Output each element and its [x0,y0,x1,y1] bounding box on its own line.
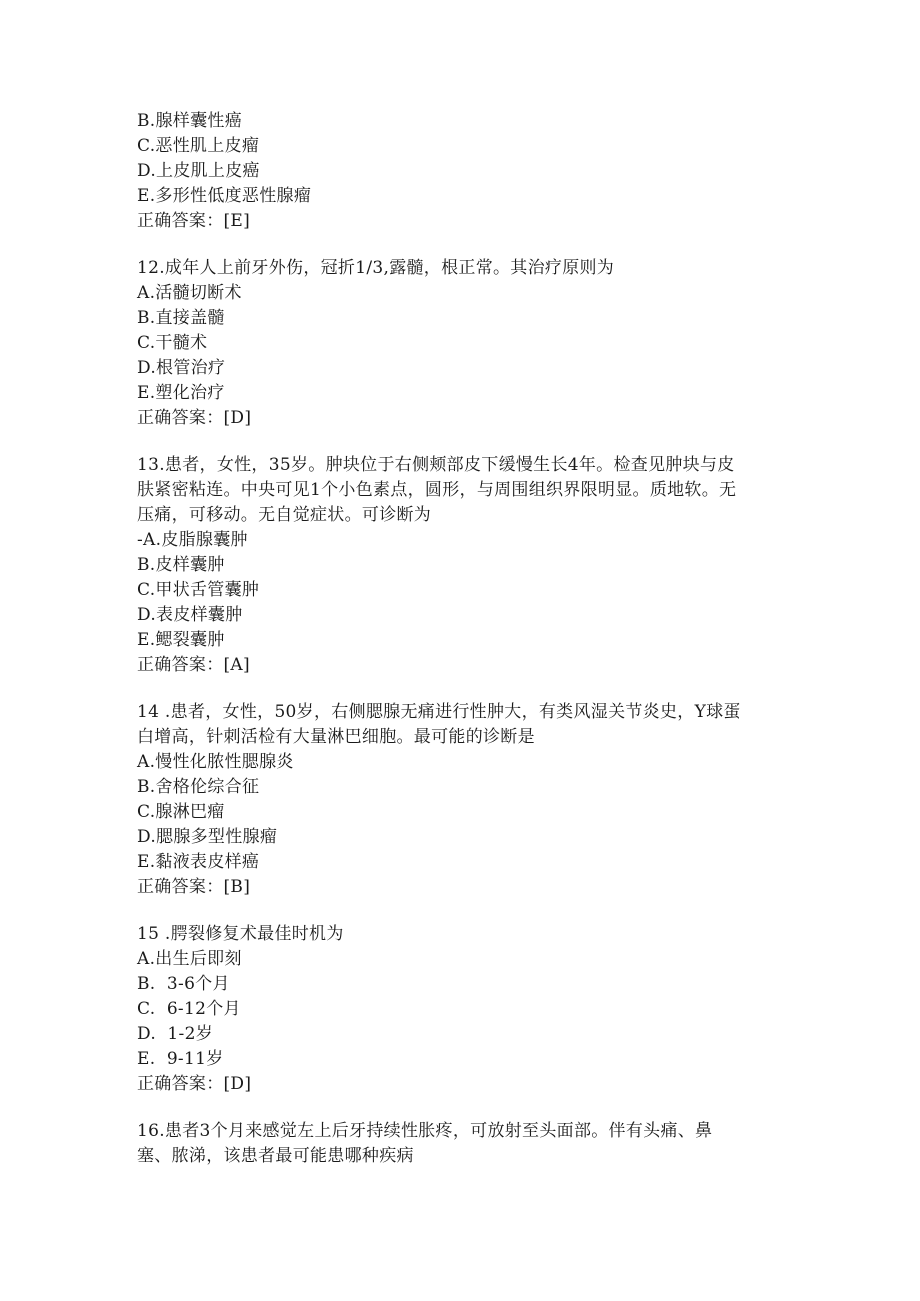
option-a: A.慢性化脓性腮腺炎 [137,752,294,772]
question-13 [137,453,787,678]
answer-line: 正确答案：[D] [137,1074,252,1094]
option-d: D.表皮样囊肿 [137,605,243,625]
question-stem: 13.患者，女性，35岁。肿块位于右侧颊部皮下缓慢生长4年。检查见肿块与皮 [137,455,735,475]
option-c: C.恶性肌上皮瘤 [137,136,260,156]
question-16 [137,1119,787,1169]
option-d: D. 1-2岁 [137,1024,214,1044]
document-page [137,109,787,1169]
answer-line: 正确答案：[A] [137,655,250,675]
question-stem: 肤紧密粘连。中央可见1个小色素点，圆形，与周围组织界限明显。质地软。无 [137,480,737,500]
question-stem: 16.患者3个月来感觉左上后牙持续性胀疼，可放射至头面部。伴有头痛、鼻 [137,1121,713,1141]
option-b: B.腺样囊性癌 [137,111,242,131]
option-d: D.腮腺多型性腺瘤 [137,827,278,847]
option-e: E. 9-11岁 [137,1049,224,1069]
option-e: E.鳃裂囊肿 [137,630,225,650]
question-12 [137,256,787,431]
question-stem: 14 .患者，女性，50岁，右侧腮腺无痛进行性肿大，有类风湿关节炎史，Y球蛋 [137,702,741,722]
option-c: C.甲状舌管囊肿 [137,580,260,600]
answer-line: 正确答案：[E] [137,211,251,231]
option-c: C.腺淋巴瘤 [137,802,225,822]
option-c: C.干髓术 [137,333,208,353]
option-a: -A.皮脂腺囊肿 [137,530,248,550]
question-stem: 15 .腭裂修复术最佳时机为 [137,924,344,944]
option-b: B.直接盖髓 [137,308,225,328]
question-stem: 塞、脓涕，该患者最可能患哪种疾病 [137,1146,414,1166]
option-b: B. 3-6个月 [137,974,230,994]
option-a: A.出生后即刻 [137,949,242,969]
option-a: A.活髓切断术 [137,283,242,303]
option-e: E.多形性低度恶性腺瘤 [137,186,312,206]
question-14 [137,700,787,900]
option-c: C. 6-12个月 [137,999,241,1019]
answer-line: 正确答案：[D] [137,408,252,428]
question-15 [137,922,787,1097]
answer-line: 正确答案：[B] [137,877,251,897]
prev-question-tail [137,109,787,234]
question-stem: 12.成年人上前牙外伤，冠折1/3,露髓，根正常。其治疗原则为 [137,258,615,278]
question-stem: 压痛，可移动。无自觉症状。可诊断为 [137,505,432,525]
option-e: E.黏液表皮样癌 [137,852,260,872]
option-b: B.舍格伦综合征 [137,777,260,797]
option-d: D.根管治疗 [137,358,226,378]
option-b: B.皮样囊肿 [137,555,225,575]
option-d: D.上皮肌上皮癌 [137,161,260,181]
question-stem: 白增高，针刺活检有大量淋巴细胞。最可能的诊断是 [137,727,535,747]
option-e: E.塑化治疗 [137,383,225,403]
